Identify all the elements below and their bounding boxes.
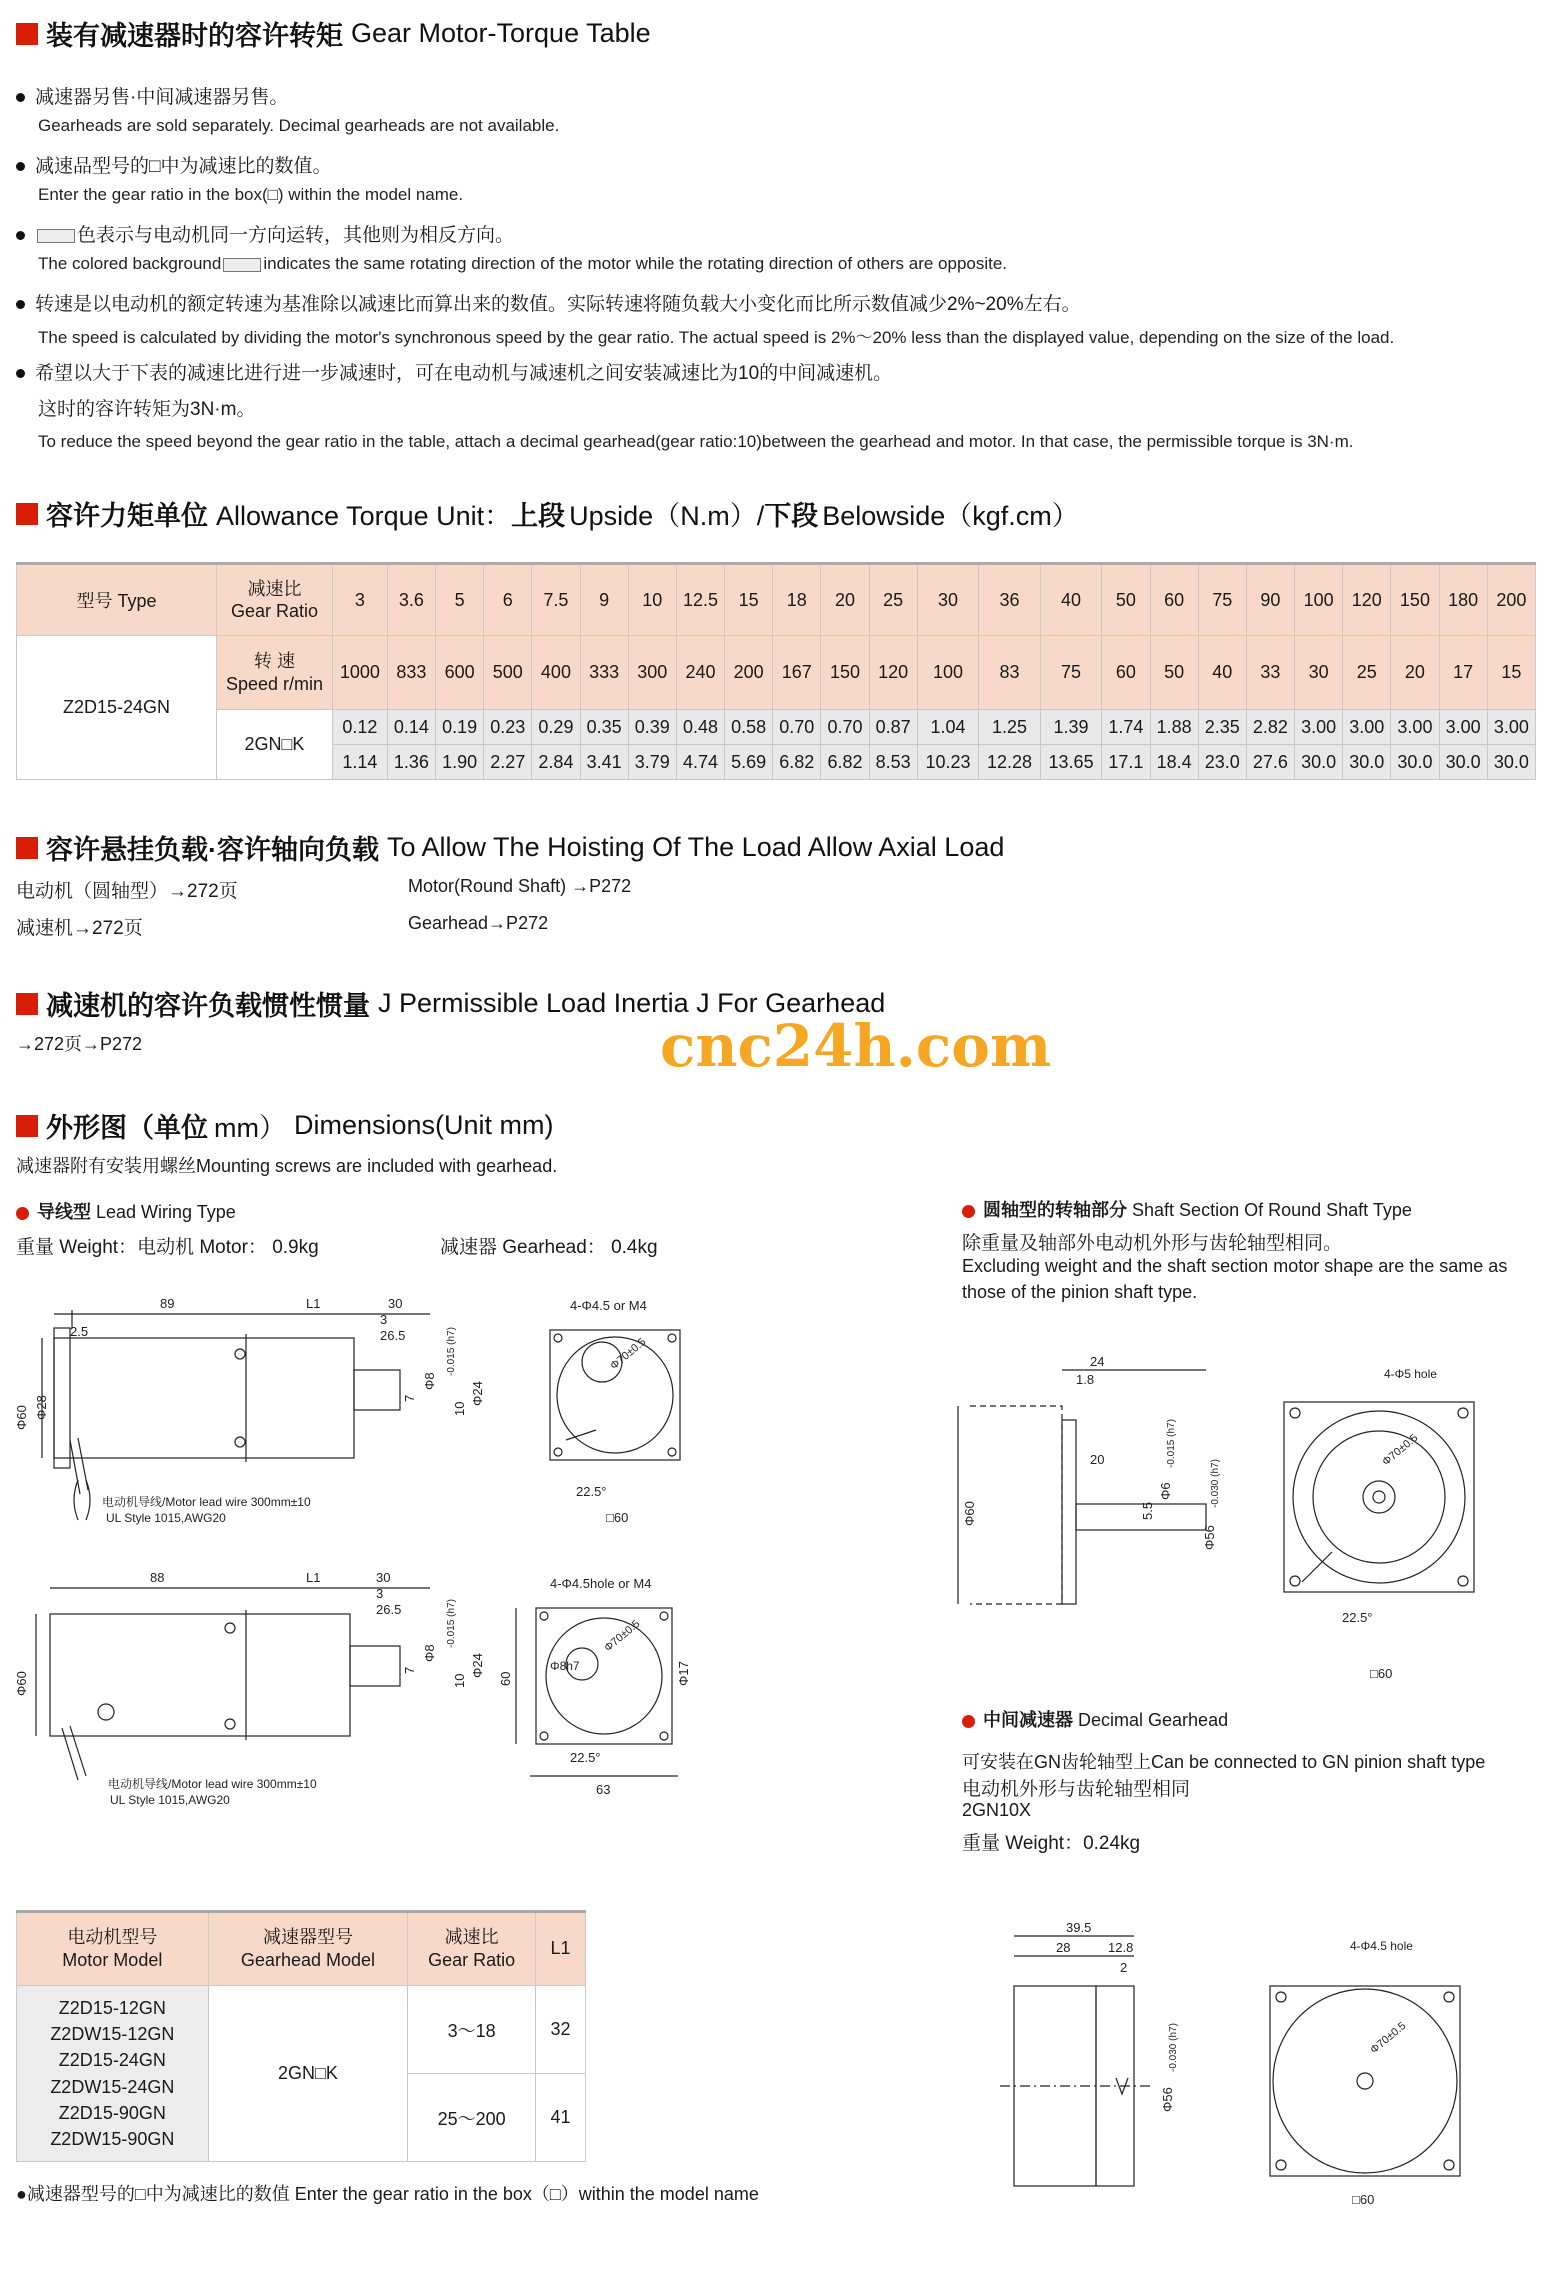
hoist-gear-en: Gearhead→P272 (408, 913, 549, 933)
col-ratio-header: 减速比 Gear Ratio (217, 564, 333, 636)
ratio-cell: 75 (1198, 564, 1246, 636)
speed-cell: 500 (484, 636, 532, 710)
svg-text:60: 60 (498, 1671, 513, 1686)
svg-text:Φ17: Φ17 (676, 1661, 691, 1686)
nm-cell: 1.88 (1150, 710, 1198, 745)
note-5-cn: 希望以大于下表的减速比进行进一步减速时，可在电动机与减速机之间安装减速比为10的中间减速机。 (16, 358, 892, 385)
decimal-l4: 重量 Weight：0.24kg (962, 1833, 1141, 1854)
note-4-cn: 转速是以电动机的额定转速为基准除以减速比而算出来的数值。实际转速将随负载大小变化而比所示数值减少2%~20%左右。 (16, 289, 1081, 316)
ratio-cell: 120 (1343, 564, 1391, 636)
nm-cell: 2.82 (1246, 710, 1294, 745)
svg-text:22.5°: 22.5° (1342, 1610, 1373, 1625)
speed-cell: 50 (1150, 636, 1198, 710)
inertia-ref: →272页→P272 (16, 1034, 143, 1054)
mounting-note: 减速器附有安装用螺丝Mounting screws are included with gearhead. (16, 1156, 558, 1176)
kgf-cell: 2.27 (484, 745, 532, 780)
ratio-cell: 7.5 (532, 564, 580, 636)
motor-model-item: Z2D15-24GN (58, 2050, 166, 2071)
section-title-allowance: 容许力矩单位 Allowance Torque Unit： 上段 Upside（N.m）/ 下段 Belowside（kgf.cm） (16, 494, 1079, 533)
speed-cell: 15 (1487, 636, 1535, 710)
nm-cell: 3.00 (1295, 710, 1343, 745)
svg-text:3: 3 (376, 1586, 384, 1601)
color-swatch-icon (223, 258, 261, 272)
kgf-cell: 23.0 (1198, 745, 1246, 780)
bullet-icon (16, 369, 25, 378)
kgf-cell: 4.74 (676, 745, 724, 780)
kgf-cell: 3.79 (628, 745, 676, 780)
svg-text:89: 89 (160, 1296, 175, 1311)
nm-cell: 0.58 (725, 710, 773, 745)
svg-text:Φ6: Φ6 (1158, 1482, 1173, 1500)
motor-model-item: Z2D15-12GN (58, 1998, 166, 2019)
nm-cell: 1.25 (979, 710, 1041, 745)
nm-cell: 0.12 (333, 710, 388, 745)
svg-text:Φ56: Φ56 (1160, 2087, 1175, 2112)
svg-text:4-Φ5 hole: 4-Φ5 hole (1384, 1367, 1437, 1381)
svg-text:22.5°: 22.5° (576, 1484, 607, 1499)
svg-text:L1: L1 (306, 1570, 321, 1585)
ratio-cell: 150 (1391, 564, 1439, 636)
ratio-cell: 40 (1040, 564, 1102, 636)
svg-text:26.5: 26.5 (380, 1328, 406, 1343)
svg-text:Φ8: Φ8 (422, 1372, 437, 1390)
nm-cell: 2.35 (1198, 710, 1246, 745)
svg-text:30: 30 (376, 1570, 391, 1585)
svg-text:1.8: 1.8 (1076, 1372, 1095, 1387)
speed-cell: 300 (628, 636, 676, 710)
kgf-cell: 17.1 (1102, 745, 1150, 780)
kgf-cell: 8.53 (869, 745, 917, 780)
svg-text:24: 24 (1090, 1354, 1105, 1369)
svg-text:Φ28: Φ28 (34, 1395, 49, 1420)
ratio-cell: 3.6 (387, 564, 435, 636)
nm-cell: 1.39 (1040, 710, 1102, 745)
speed-cell: 30 (1295, 636, 1343, 710)
note-1-en: Gearheads are sold separately. Decimal gearheads are not available. (38, 116, 560, 135)
ratio-cell: 12.5 (676, 564, 724, 636)
svg-text:26.5: 26.5 (376, 1602, 402, 1617)
speed-cell: 20 (1391, 636, 1439, 710)
svg-text:30: 30 (388, 1296, 403, 1311)
motor-model-item: Z2D15-90GN (58, 2102, 166, 2123)
nm-cell: 0.48 (676, 710, 724, 745)
note-3-en: The colored background indicates the same rotating direction of the motor while the rotating direction of others are opposite. (38, 254, 1008, 273)
section-title-torque: 装有减速器时的容许转矩 Gear Motor-Torque Table (16, 14, 651, 53)
svg-text:2.5: 2.5 (70, 1324, 89, 1339)
svg-text:5.5: 5.5 (1140, 1501, 1155, 1520)
svg-text:□60: □60 (1352, 2192, 1375, 2207)
red-square-icon (16, 993, 38, 1015)
svg-text:-0.030 (h7): -0.030 (h7) (1168, 2023, 1179, 2072)
nm-cell: 0.70 (821, 710, 869, 745)
kgf-cell: 12.28 (979, 745, 1041, 780)
ratio-cell: 5 (436, 564, 484, 636)
svg-text:4-Φ4.5 hole: 4-Φ4.5 hole (1350, 1939, 1413, 1953)
ratio-cell: 200 (1487, 564, 1535, 636)
svg-text:4-Φ4.5 or M4: 4-Φ4.5 or M4 (570, 1298, 647, 1313)
round-shaft-drawing (950, 1350, 1530, 1690)
ratio-cell: 18 (773, 564, 821, 636)
note-5-cn2: 这时的容许转矩为3N·m。 (38, 399, 256, 420)
kgf-cell: 1.90 (436, 745, 484, 780)
note-2-en: Enter the gear ratio in the box(□) within the model name. (38, 185, 464, 204)
nm-cell: 0.70 (773, 710, 821, 745)
speed-cell: 40 (1198, 636, 1246, 710)
gearhead-model-cell: 2GN□K (208, 1986, 408, 2162)
speed-cell: 33 (1246, 636, 1294, 710)
hoist-motor-cn: 电动机（圆轴型）→272页 (16, 881, 238, 902)
red-square-icon (16, 837, 38, 859)
ratio-cell: 50 (1102, 564, 1150, 636)
kgf-cell: 30.0 (1487, 745, 1535, 780)
hoist-motor-en: Motor(Round Shaft) →P272 (408, 876, 632, 896)
ratio-cell-1: 3～18 (408, 1986, 536, 2074)
round-shaft-l3: those of the pinion shaft type. (962, 1282, 1198, 1302)
speed-cell: 400 (532, 636, 580, 710)
speed-label: 转 速 Speed r/min (217, 636, 333, 710)
note-5-en: To reduce the speed beyond the gear ratio in the table, attach a decimal gearhead(gear ratio:10)between the gearhead and motor. In that case, the permissible torque is 3N·m. (38, 432, 1354, 451)
motor-model-header: 电动机型号 Motor Model (17, 1912, 209, 1986)
lead-wiring-drawing (10, 1290, 700, 1550)
round-shaft-l1: 除重量及轴部外电动机外形与齿轮轴型相同。 (962, 1233, 1343, 1254)
speed-cell: 600 (436, 636, 484, 710)
svg-text:10: 10 (452, 1401, 467, 1416)
kgf-cell: 13.65 (1040, 745, 1102, 780)
svg-text:Φ24: Φ24 (470, 1653, 485, 1678)
ratio-cell: 20 (821, 564, 869, 636)
svg-text:Φ24: Φ24 (470, 1381, 485, 1406)
speed-cell: 833 (387, 636, 435, 710)
svg-text:4-Φ4.5hole or M4: 4-Φ4.5hole or M4 (550, 1576, 652, 1591)
note-3-cn: 色表示与电动机同一方向运转，其他则为相反方向。 (16, 220, 514, 247)
svg-text:-0.015 (h7): -0.015 (h7) (446, 1599, 457, 1648)
ratio-cell: 3 (333, 564, 388, 636)
speed-cell: 100 (917, 636, 979, 710)
svg-text:电动机导线/Motor lead wire 300mm±10: 电动机导线/Motor lead wire 300mm±10 (102, 1495, 311, 1509)
section-title-hoisting: 容许悬挂负载·容许轴向负载 To Allow The Hoisting Of The Load Allow Axial Load (16, 828, 1004, 867)
motor-models-cell (17, 1986, 209, 2162)
kgf-cell: 30.0 (1343, 745, 1391, 780)
svg-text:Φ60: Φ60 (14, 1671, 29, 1696)
ratio-cell: 9 (580, 564, 628, 636)
svg-text:Φ56: Φ56 (1202, 1525, 1217, 1550)
bullet-icon (16, 300, 25, 309)
speed-cell: 25 (1343, 636, 1391, 710)
kgf-cell: 6.82 (821, 745, 869, 780)
svg-text:□60: □60 (1370, 1666, 1393, 1681)
nm-cell: 0.39 (628, 710, 676, 745)
svg-text:10: 10 (452, 1673, 467, 1688)
pinion-shaft-drawing (10, 1566, 710, 1816)
round-shaft-l2: Excluding weight and the shaft section motor shape are the same as (962, 1256, 1508, 1276)
gearhead-cell: 2GN□K (217, 710, 333, 780)
nm-cell: 3.00 (1487, 710, 1535, 745)
note-2-cn: 减速品型号的□中为减速比的数值。 (16, 151, 331, 178)
kgf-cell: 2.84 (532, 745, 580, 780)
motor-body (54, 1338, 354, 1458)
ratio-cell: 25 (869, 564, 917, 636)
kgf-cell: 1.14 (333, 745, 388, 780)
red-square-icon (16, 1115, 38, 1137)
svg-text:2: 2 (1120, 1960, 1128, 1975)
round-shaft-title: 圆轴型的转轴部分 Shaft Section Of Round Shaft Type (962, 1196, 1412, 1222)
svg-text:Φ70±0.5: Φ70±0.5 (1380, 1431, 1421, 1469)
kgf-cell: 30.0 (1439, 745, 1487, 780)
speed-cell: 240 (676, 636, 724, 710)
nm-cell: 1.74 (1102, 710, 1150, 745)
l1-cell-1: 32 (536, 1986, 586, 2074)
speed-cell: 60 (1102, 636, 1150, 710)
speed-cell: 333 (580, 636, 628, 710)
bullet-icon (16, 162, 25, 171)
note-1-cn: 减速器另售·中间减速器另售。 (16, 82, 288, 109)
svg-text:-0.015 (h7): -0.015 (h7) (446, 1327, 457, 1376)
speed-cell: 17 (1439, 636, 1487, 710)
svg-text:Φ60: Φ60 (14, 1405, 29, 1430)
ratio-cell: 10 (628, 564, 676, 636)
svg-text:7: 7 (402, 1394, 417, 1402)
svg-text:-0.030 (h7): -0.030 (h7) (1210, 1459, 1221, 1508)
decimal-l3: 2GN10X (962, 1800, 1032, 1820)
red-dot-icon (16, 1207, 29, 1220)
decimal-l1: 可安装在GN齿轮轴型上Can be connected to GN pinion shaft type (962, 1752, 1486, 1772)
front-view-square (550, 1330, 680, 1460)
lead-type-title: 导线型 Lead Wiring Type (16, 1198, 236, 1224)
ratio-cell: 100 (1295, 564, 1343, 636)
footnote: ●减速器型号的□中为减速比的数值 Enter the gear ratio in the box（□）within the model name (16, 2184, 759, 2204)
svg-text:Φ8h7: Φ8h7 (550, 1659, 580, 1673)
svg-text:Φ70±0.5: Φ70±0.5 (602, 1617, 643, 1655)
decimal-gearhead-drawing (990, 1916, 1470, 2216)
speed-cell: 120 (869, 636, 917, 710)
svg-text:Φ60: Φ60 (962, 1501, 977, 1526)
svg-text:3: 3 (380, 1312, 388, 1327)
motor-model-item: Z2DW15-12GN (50, 2024, 175, 2045)
bullet-icon (16, 93, 25, 102)
gear-ratio-header: 减速比 Gear Ratio (408, 1912, 536, 1986)
ratio-cell: 180 (1439, 564, 1487, 636)
svg-text:63: 63 (596, 1782, 611, 1797)
svg-text:UL Style 1015,AWG20: UL Style 1015,AWG20 (106, 1511, 226, 1525)
red-square-icon (16, 23, 38, 45)
lead-weight: 重量 Weight：电动机 Motor： 0.9kg (16, 1237, 319, 1258)
speed-cell: 150 (821, 636, 869, 710)
svg-text:Φ8: Φ8 (422, 1644, 437, 1662)
kgf-cell: 30.0 (1295, 745, 1343, 780)
bullet-icon (16, 231, 25, 240)
section-title-dimensions: 外形图（单位 mm） Dimensions(Unit mm) (16, 1106, 554, 1145)
ratio-cell: 30 (917, 564, 979, 636)
red-dot-icon (962, 1205, 975, 1218)
kgf-cell: 1.36 (387, 745, 435, 780)
svg-text:20: 20 (1090, 1452, 1105, 1467)
ratio-cell: 6 (484, 564, 532, 636)
svg-text:□60: □60 (606, 1510, 629, 1525)
col-type-header: 型号 Type (17, 564, 217, 636)
svg-text:88: 88 (150, 1570, 165, 1585)
svg-text:7: 7 (402, 1666, 417, 1674)
nm-cell: 0.14 (387, 710, 435, 745)
watermark-logo: cnc24h.com (660, 1012, 1052, 1080)
svg-text:12.8: 12.8 (1108, 1940, 1134, 1955)
svg-text:22.5°: 22.5° (570, 1750, 601, 1765)
nm-cell: 0.29 (532, 710, 580, 745)
ratio-cell: 60 (1150, 564, 1198, 636)
ratio-cell: 36 (979, 564, 1041, 636)
nm-cell: 0.23 (484, 710, 532, 745)
speed-cell: 1000 (333, 636, 388, 710)
speed-cell: 167 (773, 636, 821, 710)
l1-header: L1 (536, 1912, 586, 1986)
color-swatch-icon (37, 229, 75, 243)
ratio-cell: 90 (1246, 564, 1294, 636)
model-cell: Z2D15-24GN (17, 636, 217, 780)
svg-text:Φ70±0.5: Φ70±0.5 (608, 1335, 649, 1373)
kgf-cell: 5.69 (725, 745, 773, 780)
decimal-title: 中间减速器 Decimal Gearhead (962, 1706, 1228, 1732)
speed-cell: 200 (725, 636, 773, 710)
svg-text:28: 28 (1056, 1940, 1071, 1955)
svg-text:L1: L1 (306, 1296, 321, 1311)
hoist-gear-cn: 减速机→272页 (16, 918, 143, 939)
kgf-cell: 6.82 (773, 745, 821, 780)
red-square-icon (16, 503, 38, 525)
kgf-cell: 30.0 (1391, 745, 1439, 780)
nm-cell: 0.87 (869, 710, 917, 745)
l1-cell-2: 41 (536, 2074, 586, 2162)
ratio-cell: 15 (725, 564, 773, 636)
speed-cell: 75 (1040, 636, 1102, 710)
section-title-inertia: 减速机的容许负载惯性惯量 J Permissible Load Inertia J For Gearhead (16, 984, 885, 1023)
red-dot-icon (962, 1715, 975, 1728)
motor-model-item: Z2DW15-90GN (50, 2128, 175, 2149)
nm-cell: 3.00 (1391, 710, 1439, 745)
svg-text:-0.015 (h7): -0.015 (h7) (1166, 1419, 1177, 1468)
svg-text:39.5: 39.5 (1066, 1920, 1092, 1935)
note-4-en: The speed is calculated by dividing the motor's synchronous speed by the gear ratio. The actual speed is 2%～20% less than the displayed value, depending on the size of the load. (38, 328, 1395, 347)
nm-cell: 1.04 (917, 710, 979, 745)
ratio-cell-2: 25～200 (408, 2074, 536, 2162)
motor-model-table (16, 1910, 586, 2162)
speed-cell: 83 (979, 636, 1041, 710)
kgf-cell: 18.4 (1150, 745, 1198, 780)
torque-table (16, 562, 1536, 780)
nm-cell: 3.00 (1439, 710, 1487, 745)
gearhead-model-header: 减速器型号 Gearhead Model (208, 1912, 408, 1986)
svg-text:UL Style 1015,AWG20: UL Style 1015,AWG20 (110, 1793, 230, 1807)
svg-text:Φ70±0.5: Φ70±0.5 (1368, 2019, 1409, 2057)
kgf-cell: 27.6 (1246, 745, 1294, 780)
nm-cell: 0.35 (580, 710, 628, 745)
motor-model-item: Z2DW15-24GN (50, 2076, 175, 2097)
decimal-l2: 电动机外形与齿轮轴型相同 (962, 1779, 1191, 1800)
kgf-cell: 3.41 (580, 745, 628, 780)
lead-gear-weight: 减速器 Gearhead： 0.4kg (440, 1237, 658, 1258)
svg-text:电动机导线/Motor lead wire 300mm±10: 电动机导线/Motor lead wire 300mm±10 (108, 1777, 317, 1791)
nm-cell: 0.19 (436, 710, 484, 745)
nm-cell: 3.00 (1343, 710, 1391, 745)
kgf-cell: 10.23 (917, 745, 979, 780)
